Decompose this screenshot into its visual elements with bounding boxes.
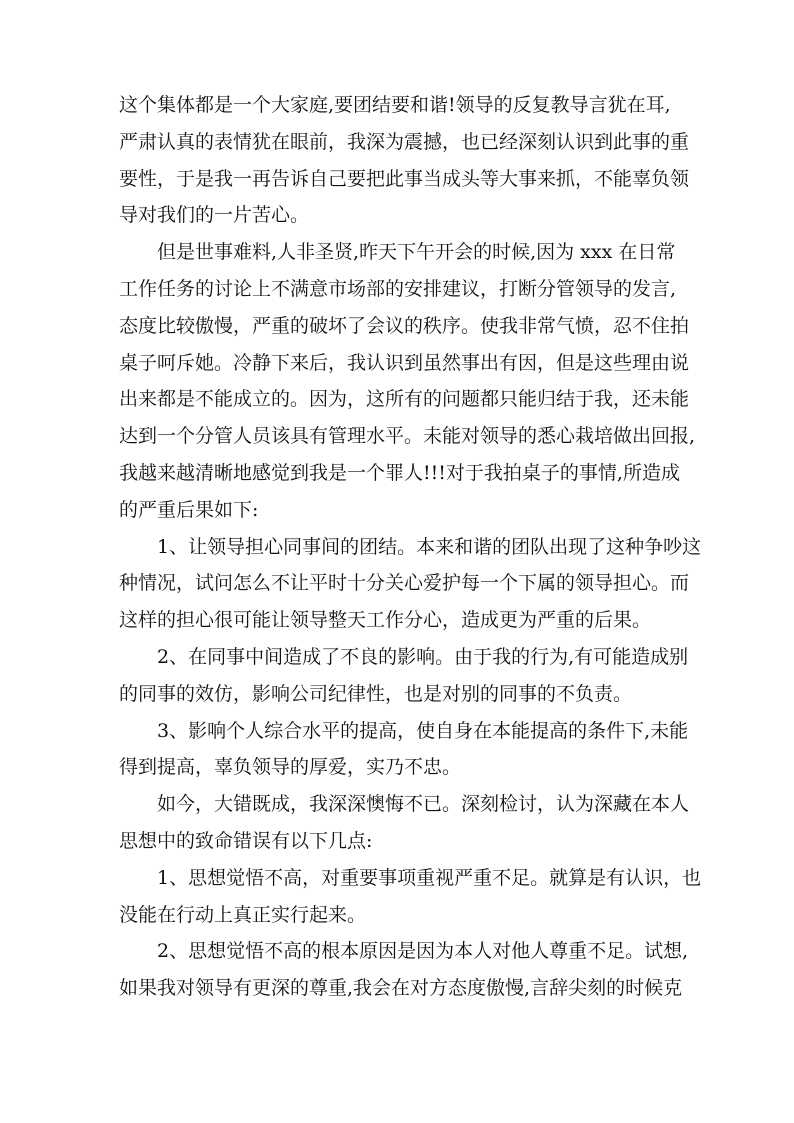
text-line: 的严重后果如下: xyxy=(119,498,259,521)
text-line: 种情况，试问怎么不让平时十分关心爱护每一个下属的领导担心。而 xyxy=(119,572,690,595)
text-line: 没能在行动上真正实行起来。 xyxy=(119,903,367,926)
text-line: 2、在同事中间造成了不良的影响。由于我的行为,有可能造成别 xyxy=(157,645,689,668)
text-line: 我越来越清晰地感觉到我是一个罪人!!!对于我拍桌子的事情,所造成 xyxy=(119,461,680,484)
text-line: 这样的担心很可能让领导整天工作分心，造成更为严重的后果。 xyxy=(119,609,652,632)
text-line: 出来都是不能成立的。因为，这所有的问题都只能归结于我，还未能 xyxy=(119,388,690,411)
text-line: 思想中的致命错误有以下几点: xyxy=(119,829,373,852)
text-line: 如今，大错既成，我深深懊悔不已。深刻检讨，认为深藏在本人 xyxy=(157,793,690,816)
text-line: 但是世事难料,人非圣贤,昨天下午开会的时候,因为 xxx 在日常 xyxy=(157,241,676,264)
text-line: 如果我对领导有更深的尊重,我会在对方态度傲慢,言辞尖刻的时候克 xyxy=(119,977,683,1000)
text-line: 这个集体都是一个大家庭,要团结要和谐!领导的反复教导言犹在耳, xyxy=(119,94,671,116)
text-line: 达到一个分管人员该具有管理水平。未能对领导的悉心栽培做出回报, xyxy=(119,425,696,448)
text-line: 2、思想觉悟不高的根本原因是因为本人对他人尊重不足。试想, xyxy=(157,940,689,963)
text-line: 得到提高，辜负领导的厚爱，实乃不忠。 xyxy=(119,756,462,779)
text-line: 态度比较傲慢，严重的破坏了会议的秩序。使我非常气愤，忍不住拍 xyxy=(119,314,690,337)
text-line: 严肃认真的表情犹在眼前，我深为震撼，也已经深刻认识到此事的重 xyxy=(119,130,690,153)
text-line: 3、影响个人综合水平的提高，使自身在本能提高的条件下,未能 xyxy=(157,719,689,742)
text-line: 桌子呵斥她。冷静下来后，我认识到虽然事出有因，但是这些理由说 xyxy=(119,351,690,374)
text-line: 要性，于是我一再告诉自己要把此事当成头等大事来抓，不能辜负领 xyxy=(119,167,690,190)
text-line: 1、思想觉悟不高，对重要事项重视严重不足。就算是有认识，也 xyxy=(157,866,702,889)
text-line: 工作任务的讨论上不满意市场部的安排建议，打断分管领导的发言, xyxy=(119,277,677,300)
text-line: 的同事的效仿，影响公司纪律性，也是对别的同事的不负责。 xyxy=(119,682,633,705)
body-text xyxy=(119,87,702,1007)
text-line: 1、让领导担心同事间的团结。本来和谐的团队出现了这种争吵这 xyxy=(157,535,702,558)
text-line: 导对我们的一片苦心。 xyxy=(119,204,310,227)
